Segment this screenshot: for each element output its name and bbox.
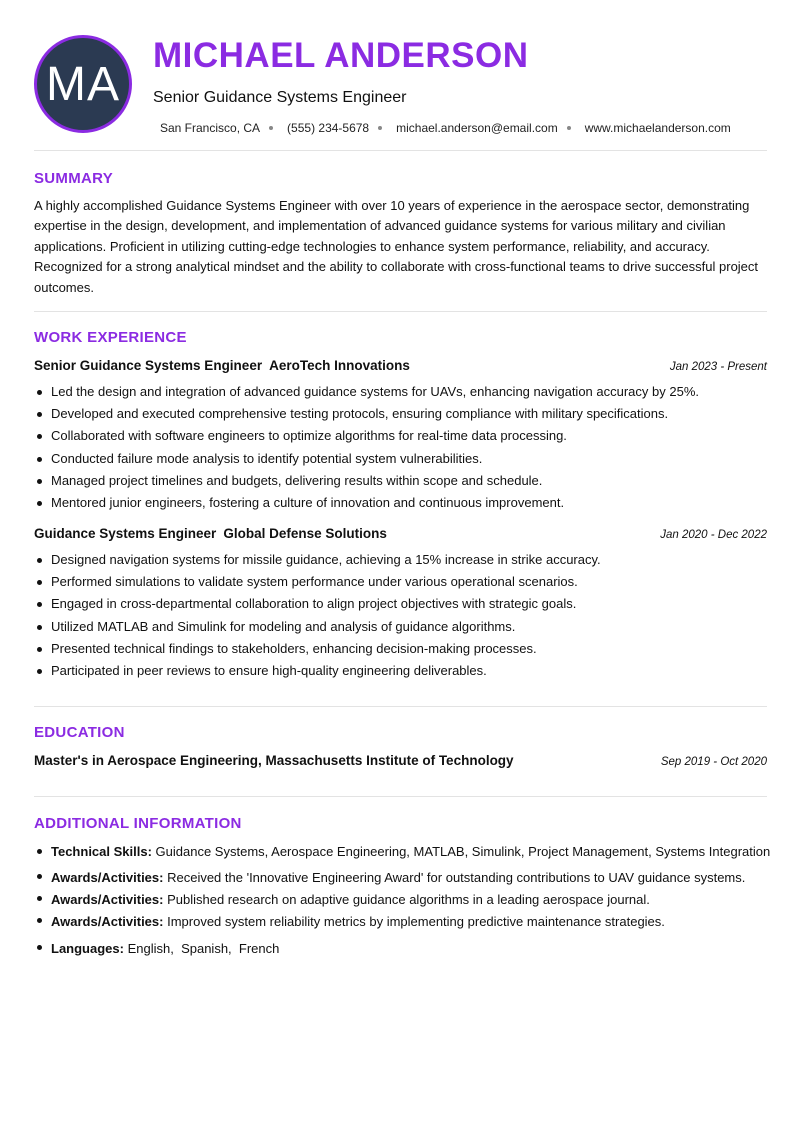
job-bullet: Managed project timelines and budgets, delivering results within scope and schedule. [34,470,774,492]
education-degree: Master's in Aerospace Engineering, Massachusetts Institute of Technology [34,753,514,768]
contact-separator [269,126,273,130]
additional-item [34,842,774,861]
section-divider [34,150,767,151]
education-entry [34,753,767,768]
job-company: Global Defense Solutions [223,526,387,541]
job-company: AeroTech Innovations [269,358,410,373]
job-bullet-list [34,381,774,514]
candidate-name: MICHAEL ANDERSON [153,36,529,75]
job-bullet: Led the design and integration of advanced guidance systems for UAVs, enhancing navigation accuracy by 25%. [34,381,774,403]
additional-item-label: Awards/Activities: [51,870,164,885]
candidate-title: Senior Guidance Systems Engineer [153,89,407,106]
job-bullet: Conducted failure mode analysis to identify potential system vulnerabilities. [34,448,774,470]
contact-website: www.michaelanderson.com [584,121,731,135]
summary-heading: SUMMARY [34,170,114,187]
additional-item-text: English, Spanish, French [127,941,280,956]
section-divider [34,796,767,797]
job-role-line [34,358,410,373]
job-bullet: Collaborated with software engineers to optimize algorithms for real-time data processing. [34,425,774,447]
additional-item-text: Published research on adaptive guidance algorithms in a leading aerospace journal. [167,892,650,907]
avatar [34,35,132,133]
education-dates: Sep 2019 - Oct 2020 [660,756,767,768]
job-bullet: Performed simulations to validate system performance under various operational scenarios. [34,571,774,593]
job-bullet: Mentored junior engineers, fostering a culture of innovation and continuous improvement. [34,492,774,514]
education-heading: EDUCATION [34,724,125,741]
contact-separator [567,126,571,130]
job-bullet: Presented technical findings to stakeholders, enhancing decision-making processes. [34,638,774,660]
additional-item-text: Received the 'Innovative Engineering Award' for outstanding contributions to UAV guidance systems. [167,870,746,885]
job-dates: Jan 2023 - Present [669,361,767,373]
contact-info [160,121,731,135]
job-bullet: Engaged in cross-departmental collaboration to align project objectives with strategic goals. [34,593,774,615]
additional-heading: ADDITIONAL INFORMATION [34,815,242,832]
job-bullet: Participated in peer reviews to ensure high-quality engineering deliverables. [34,660,774,682]
job-bullet: Utilized MATLAB and Simulink for modeling and analysis of guidance algorithms. [34,616,774,638]
additional-list [34,842,774,960]
contact-email: michael.anderson@email.com [396,121,558,135]
additional-item-label: Awards/Activities: [51,892,164,907]
job-header [34,526,767,541]
additional-item-label: Technical Skills: [51,844,152,859]
contact-phone: (555) 234-5678 [287,121,370,135]
job-role-line [34,526,387,541]
additional-item-label: Languages: [51,941,124,956]
job-role: Senior Guidance Systems Engineer [34,358,263,373]
additional-item [34,867,774,889]
additional-item-text: Guidance Systems, Aerospace Engineering, MATLAB, Simulink, Project Management, Systems Integration [155,844,771,859]
job-role: Guidance Systems Engineer [34,526,217,541]
section-divider [34,311,767,312]
additional-item [34,938,774,960]
job-header [34,358,767,373]
experience-heading: WORK EXPERIENCE [34,329,187,346]
summary-text: A highly accomplished Guidance Systems Engineer with over 10 years of experience in the aerospace sector, demonstrating expertise in the design, development, and implementation of advanced guidance systems for various military and civilian applications. Proficient in utilizing cutting-edge technologies to enhance system performance, reliability, and accuracy. Recognized for a strong analytical mindset and the ability to collaborate with cross-functional teams to drive successful project outcomes. [34,198,759,295]
job-bullet-list [34,549,774,682]
additional-item [34,889,774,911]
contact-location: San Francisco, CA [160,121,261,135]
avatar-initials: MA [46,57,120,111]
job-dates: Jan 2020 - Dec 2022 [660,529,767,541]
additional-item [34,911,774,933]
job-bullet: Developed and executed comprehensive testing protocols, ensuring compliance with military specifications. [34,403,774,425]
contact-separator [378,126,382,130]
job-bullet: Designed navigation systems for missile guidance, achieving a 15% increase in strike accuracy. [34,549,774,571]
additional-item-label: Awards/Activities: [51,914,164,929]
additional-item-text: Improved system reliability metrics by implementing predictive maintenance strategies. [167,914,665,929]
section-divider [34,706,767,707]
